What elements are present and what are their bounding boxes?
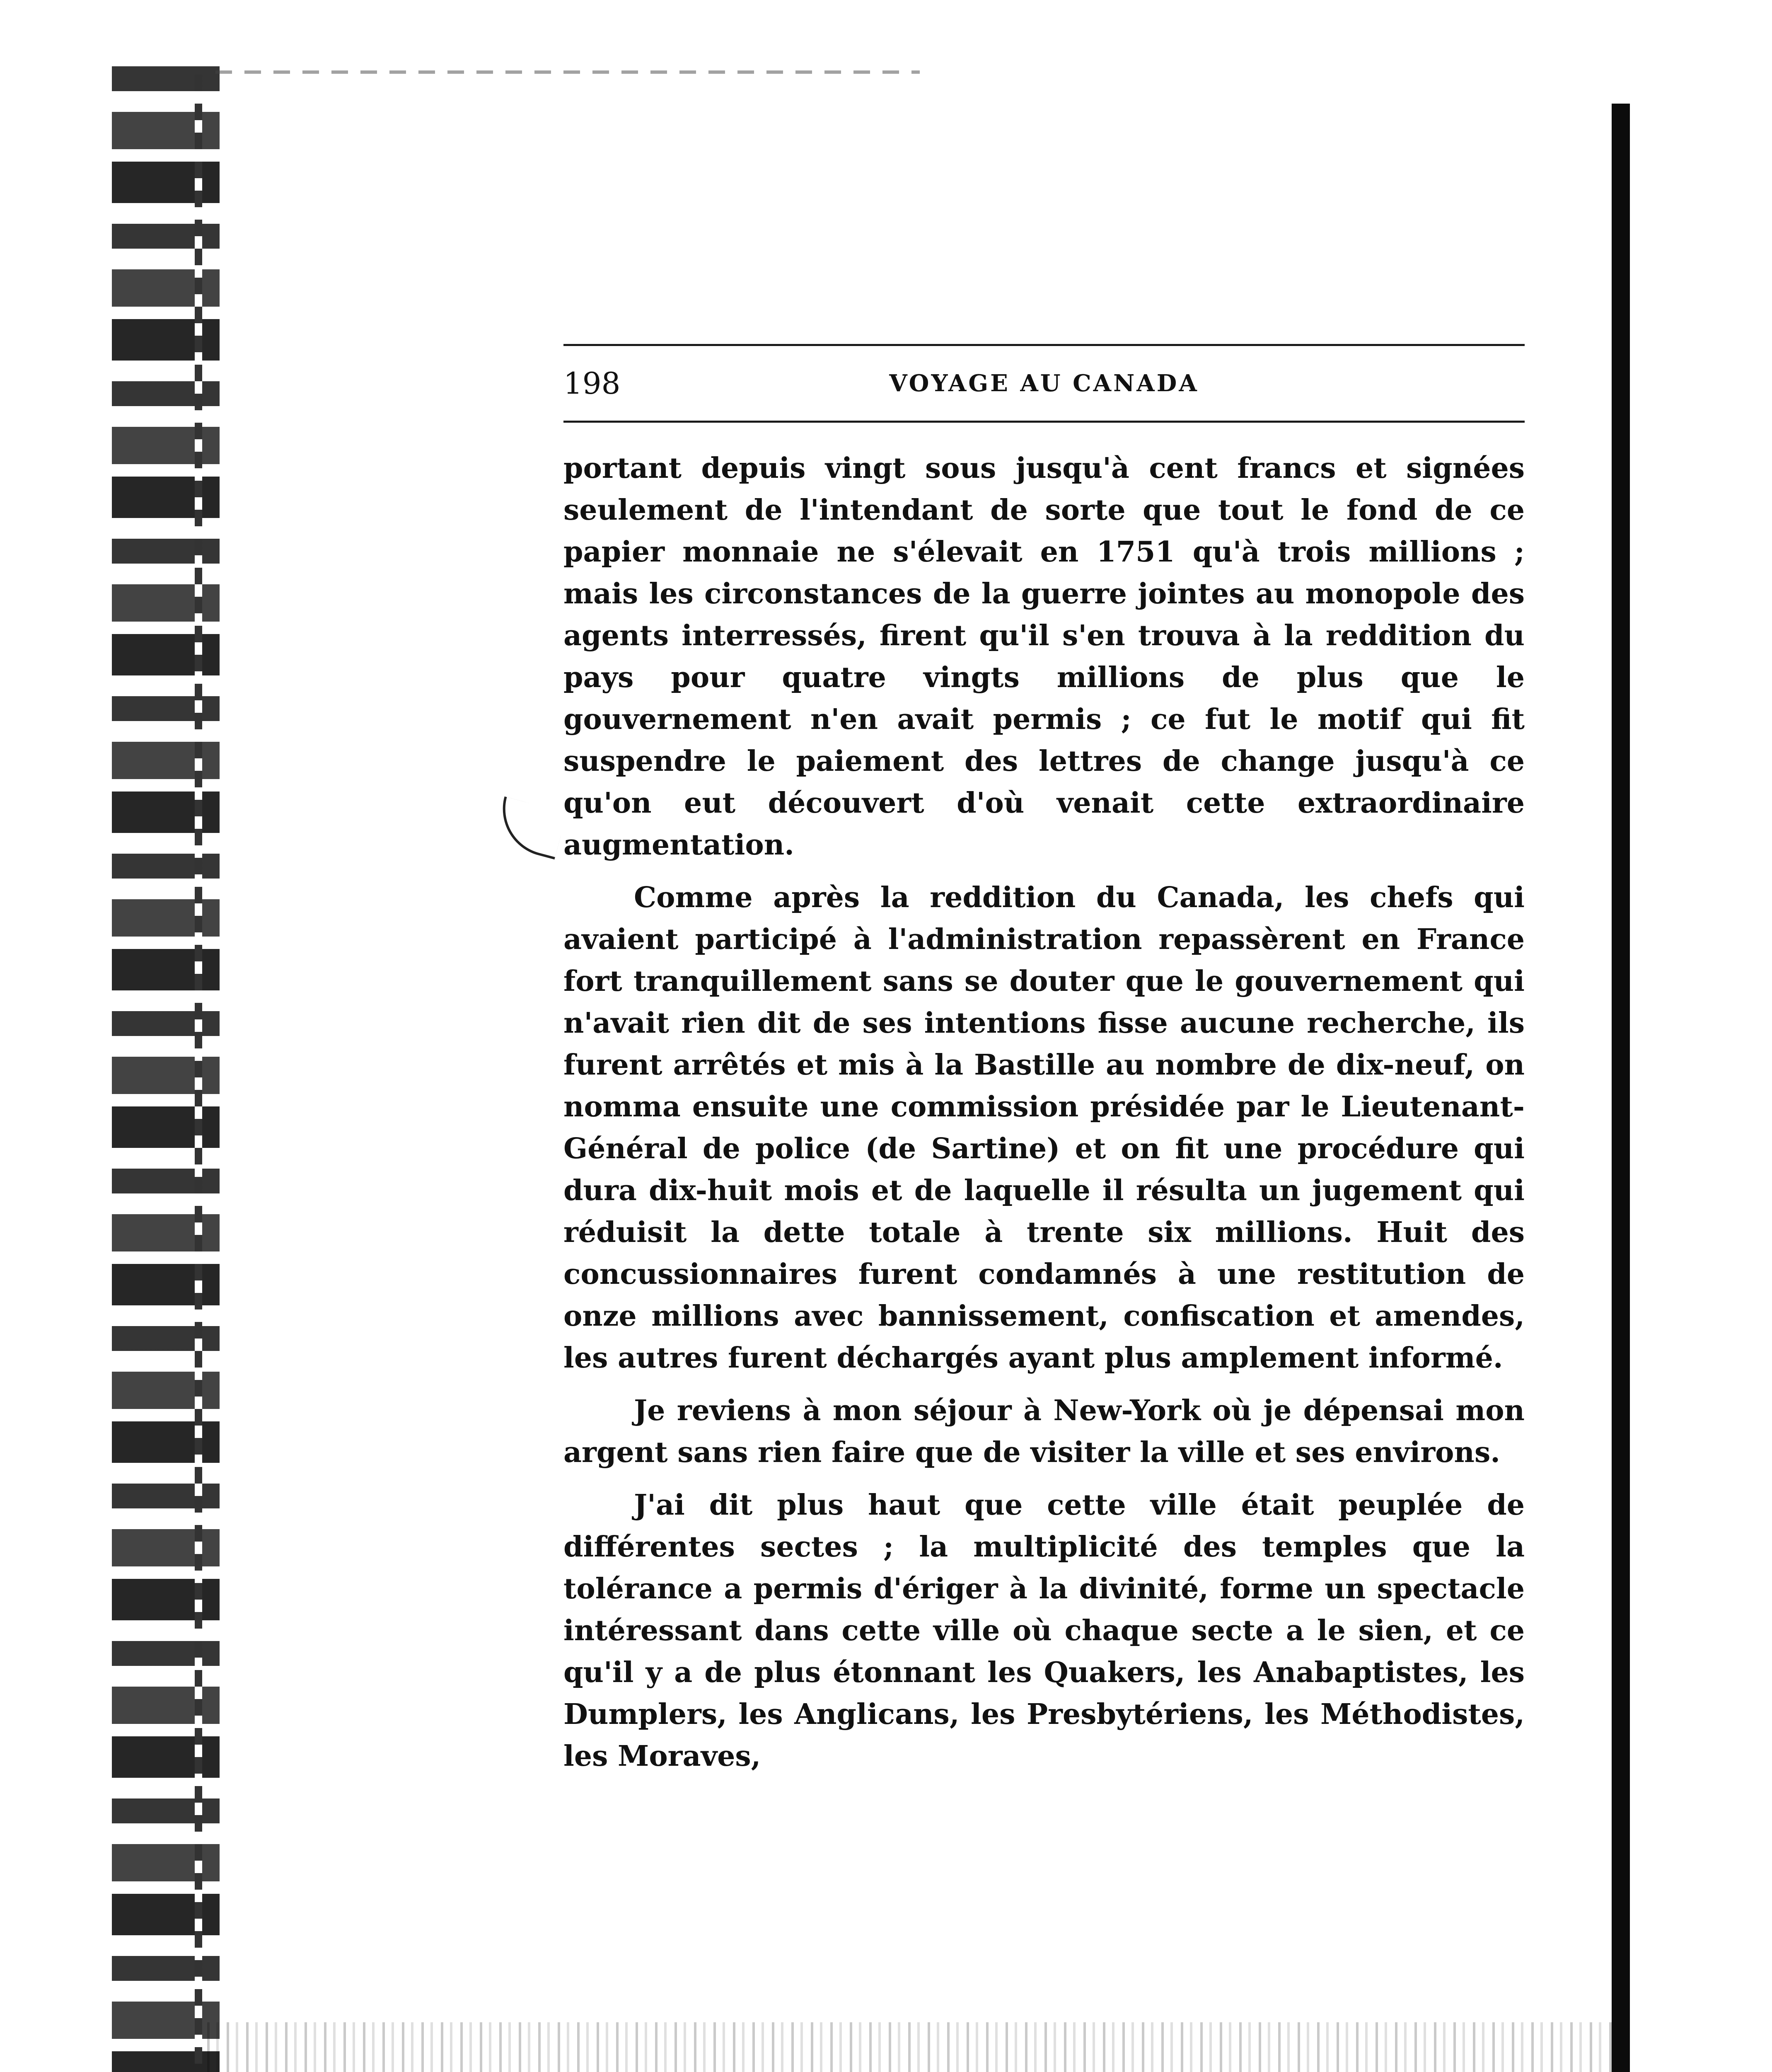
running-title: VOYAGE AU CANADA: [889, 370, 1199, 397]
page-number: 198: [563, 366, 621, 401]
paragraph-1: portant depuis vingt sous jusqu'à cent francs et signées seulement de l'intendant de sorte que tout le fond de ce papier monnaie ne s'élevait en 1751 qu'à trois millions ; mais les circonstances de la guerre jointes au monopole des agents interressés, firent qu'il s'en trouva à la reddition du pays pour quatre vingts millions de plus que le gouvernement n'en avait permis ; ce fut le motif qui fit suspendre le paiement des lettres de change jusqu'à ce qu'on eut découvert d'où venait cette extraordinaire augmentation.: [563, 452, 1525, 862]
page-header: [563, 346, 1525, 421]
body-text: [563, 448, 1525, 1777]
binding-edge-scan-artifact: [112, 66, 220, 2072]
paragraph-2: Comme après la reddition du Canada, les chefs qui avaient participé à l'administration repassèrent en France fort tranquillement sans se douter que le gouvernement qui n'avait rien dit de ses intentions fisse aucune recherche, ils furent arrêtés et mis à la Bastille au nombre de dix-neuf, on nomma ensuite une commission présidée par le Lieutenant-Général de police (de Sartine) et on fit une procédure qui dura dix-huit mois et de laquelle il résulta un jugement qui réduisit la dette totale à trente six millions. Huit des concussionnaires furent condamnés à une restitution de onze millions avec bannissement, confiscation et amendes, les autres furent déchargés ayant plus amplement informé.: [563, 881, 1525, 1375]
header-bottom-rule: [563, 421, 1525, 423]
top-edge-scan-artifact: [215, 70, 920, 74]
paragraph-3: Je reviens à mon séjour à New-York où je dépensai mon argent sans rien faire que de visiter la ville et ses environs.: [563, 1394, 1525, 1469]
bottom-edge-scan-artifact: [207, 2022, 1616, 2072]
right-edge-scan-artifact: [1612, 104, 1630, 2072]
book-page: [563, 344, 1525, 1788]
binding-gutter-scan-artifact: [195, 75, 202, 2064]
paragraph-4: J'ai dit plus haut que cette ville était peuplée de différentes sectes ; la multiplicité des temples que la tolérance a permis d'ériger à la divinité, forme un spectacle intéressant dans cette ville où chaque secte a le sien, et ce qu'il y a de plus étonnant les Quakers, les Anabaptistes, les Dumplers, les Anglicans, les Presbytériens, les Méthodistes, les Moraves,: [563, 1489, 1525, 1773]
margin-pencil-mark: [492, 796, 567, 859]
